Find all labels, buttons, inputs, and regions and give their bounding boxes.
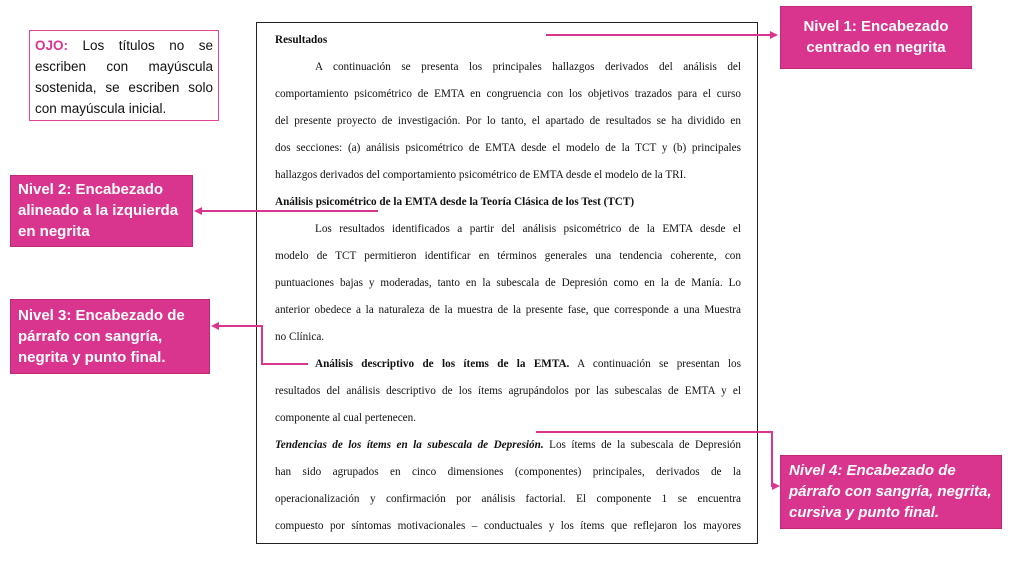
note-label: OJO:: [35, 38, 69, 53]
paragraph-1-line-5: hallazgos derivados del comportamiento psicométrico de EMTA desde el modelo de la TRI.: [275, 169, 687, 181]
paragraph-3-line-3: componente al cual pertenecen.: [275, 412, 417, 424]
heading-level-1: Resultados: [275, 34, 328, 46]
paragraph-3-line-2: resultados del análisis descriptivo de los ítems agrupándolos por las subescalas de EMTA y el: [275, 385, 741, 397]
paragraph-2-line-3: puntuaciones bajas y moderadas, tanto en la subescala de Depresión como en la de Manía. Lo: [275, 277, 741, 289]
heading-level-2: Análisis psicométrico de la EMTA desde la Teoría Clásica de los Test (TCT): [275, 196, 635, 208]
callout-level-2-text: Nivel 2: Encabezado alineado a la izquierda en negrita: [18, 181, 179, 240]
paragraph-1-line-3: del presente proyecto de investigación. Por lo tanto, el apartado de resultados se ha dividido en: [275, 115, 741, 127]
callout-level-4-text: Nivel 4: Encabezado de párrafo con sangría, negrita, cursiva y punto final.: [789, 462, 992, 521]
arrow-level-4: [536, 432, 778, 486]
paragraph-2-line-5: no Clínica.: [275, 331, 325, 343]
paragraph-2-line-2: modelo de TCT permitieron identificar en términos generales una tendencia coherente, con: [275, 250, 741, 262]
callout-level-4: [780, 455, 1002, 529]
paragraph-4-line-3: operacionalización y confirmación por análisis factorial. El componente 1 se encuentra: [275, 493, 741, 505]
callout-level-2: [10, 175, 193, 247]
paragraph-3-lead: A continuación se presentan los: [569, 358, 741, 370]
paragraph-4-line-4: compuesto por síntomas motivacionales – conductuales y los ítems que reflejaron los mayores: [275, 520, 741, 532]
paragraph-4-lead: Los ítems de la subescala de Depresión: [543, 439, 741, 451]
paragraph-1-line-1: A continuación se presenta los principales hallazgos derivados del análisis del: [315, 61, 741, 73]
paragraph-1-line-2: comportamiento psicométrico de EMTA en congruencia con los objetivos trazados para el curso: [275, 88, 741, 100]
paragraph-2-line-1: Los resultados identificados a partir del análisis psicométrico de la EMTA desde el: [315, 223, 741, 235]
paragraph-2-line-4: anterior obedece a la naturaleza de la muestra de la presente fase, que corresponde a una Muestra: [275, 304, 741, 316]
callout-level-3-text: Nivel 3: Encabezado de párrafo con sangría, negrita y punto final.: [18, 307, 185, 366]
callout-level-1-text: Nivel 1: Encabezado centrado en negrita: [803, 18, 949, 56]
heading-level-3: Análisis descriptivo de los ítems de la EMTA.: [315, 358, 570, 370]
heading-level-4: Tendencias de los ítems en la subescala de Depresión.: [275, 439, 544, 451]
paragraph-1-line-4: dos secciones: (a) análisis psicométrico de EMTA desde el modelo de la TCT y (b) principales: [275, 142, 741, 154]
arrow-level-3: [213, 326, 308, 364]
note-text: Los títulos no se escriben con mayúscula sostenida, se escriben solo con mayúscula inicial.: [35, 38, 213, 116]
paragraph-4-line-2: han sido agrupados en cinco dimensiones (componentes) principales, derivados de la: [275, 466, 741, 478]
callout-level-3: [10, 299, 210, 374]
callout-level-1: [780, 6, 972, 69]
